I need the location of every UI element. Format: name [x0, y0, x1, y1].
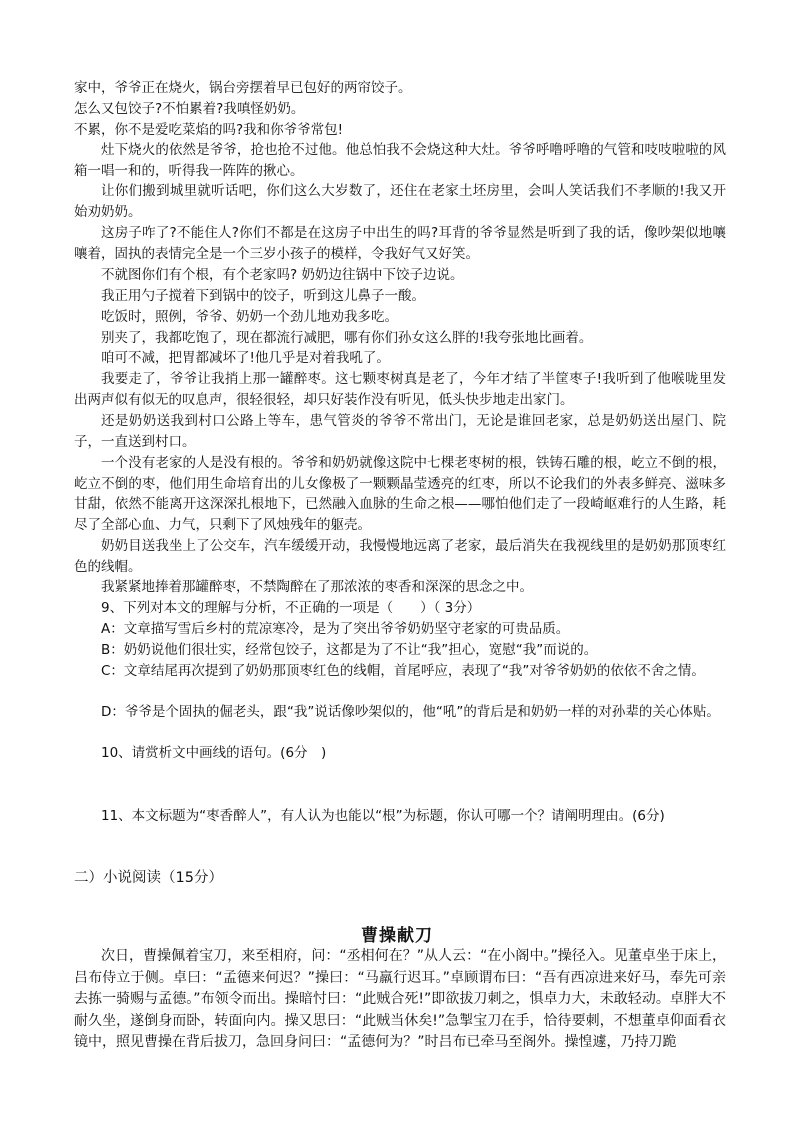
question-9-option-b: B：奶奶说他们很壮实，经常包饺子，这都是为了不让“我”担心，宽慰“我”而说的。 [101, 642, 598, 658]
story-paragraph: 咱可不减，把胃都减坏了!他几乎是对着我吼了。 [101, 350, 390, 366]
question-9-option-d: D：爷爷是个固执的倔老头，跟“我”说话像吵架似的，他“吼”的背后是和奶奶一样的对孙辈的关心体贴。 [101, 704, 720, 720]
story-paragraph: 不累，你不是爱吃菜焰的吗?我和你爷爷常包! [74, 122, 344, 138]
question-9-option-c: C：文章结尾再次提到了奶奶那顶枣红色的线帽，首尾呼应，表现了“我”对爷爷奶奶的依依不舍之情。 [101, 663, 705, 679]
story-paragraph: 吃饭时，照例，爷爷、奶奶一个劲儿地劝我多吃。 [101, 309, 398, 325]
section-heading: 二）小说阅读（15分） [74, 870, 223, 886]
question-9-option-a: A：文章描写雪后乡村的荒凉寒冷，是为了突出爷爷奶奶坚守老家的可贵品质。 [101, 621, 570, 637]
novel-paragraph: 次日，曹操佩着宝刀，来至相府，问：“丞相何在？”从人云：“在小阁中。”操径入。见董卓坐于床上，吕布侍立于侧。卓曰：“孟德来何迟？”操曰：“马羸行迟耳。”卓顾谓布曰：“吾有西凉进来好马，奉先可亲去拣一骑赐与孟德。”布领令而出。操暗忖曰：“此贼合死!”即欲拔刀刺之，惧卓力大，未敢轻动。卓胖大不耐久坐，遂倒身而卧，转面向内。操又思曰：“此贼当休矣!”急掣宝刀在手，恰待要刺，不想董卓仰面看衣镜中，照见曹操在背后拔刀，急回身问曰：“孟德何为？”时吕布已牵马至阁外。操惶遽，乃持刀跪 [74, 948, 726, 1050]
story-paragraph: 家中，爷爷正在烧火，锅台旁摆着早已包好的两帘饺子。 [74, 80, 412, 96]
story-paragraph: 怎么又包饺子?不怕累着?我嗔怪奶奶。 [74, 101, 305, 117]
question-10: 10、请赏析文中画线的语句。(6分 ) [101, 745, 327, 761]
story-title: 曹操献刀 [361, 926, 433, 946]
story-paragraph: 还是奶奶送我到村口公路上等车，患气管炎的爷爷不常出门，无论是谁回老家，总是奶奶送出屋门、院子，一直送到村口。 [74, 413, 726, 450]
story-paragraph: 奶奶目送我坐上了公交车，汽车缓缓开动，我慢慢地远离了老家，最后消失在我视线里的是奶奶那顶枣红色的线帽。 [74, 538, 726, 575]
question-11: 11、本文标题为“枣香醉人”，有人认为也能以“根”为标题，你认可哪一个？请阐明理由。(6分) [101, 808, 665, 824]
story-paragraph: 我要走了，爷爷让我捎上那一罐醉枣。这七颗枣树真是老了，今年才结了半筐枣子!我听到了他喉咙里发出两声似有似无的叹息声，很轻很轻，却只好装作没有听见，低头快步地走出家门。 [74, 371, 726, 408]
story-paragraph: 我正用勺子搅着下到锅中的饺子，听到这儿鼻子一酸。 [101, 288, 425, 304]
story-paragraph: 灶下烧火的依然是爷爷，抢也抢不过他。他总怕我不会烧这种大灶。爷爷呼噜呼噜的气管和吱吱啦啦的风箱一唱一和的，听得我一阵阵的揪心。 [74, 142, 726, 179]
story-paragraph: 不就图你们有个根，有个老家吗? 奶奶边往锅中下饺子边说。 [101, 267, 464, 283]
story-paragraph: 别夹了，我都吃饱了，现在都流行减肥，哪有你们孙女这么胖的!我夸张地比画着。 [101, 330, 593, 346]
story-paragraph: 一个没有老家的人是没有根的。爷爷和奶奶就像这院中七棵老枣树的根，铁铸石雕的根，屹立不倒的根，屹立不倒的枣，他们用生命培育出的儿女像极了一颗颗晶莹透亮的红枣，所以不论我们的外表多鲜亮、滋味多甘甜，依然不能离开这深深扎根地下，已然融入血脉的生命之根——哪怕他们走了一段崎岖难行的人生路，耗尽了全部心血、力气，只剩下了风烛残年的躯壳。 [74, 455, 726, 533]
story-paragraph: 让你们搬到城里就听话吧，你们这么大岁数了，还住在老家土坯房里，会叫人笑话我们不孝顺的!我又开始劝奶奶。 [74, 183, 726, 220]
story-paragraph: 这房子咋了?不能住人?你们不都是在这房子中出生的吗?耳背的爷爷显然是听到了我的话，像吵架似地嚷嚷着，固执的表情完全是一个三岁小孩子的模样，令我好气又好笑。 [74, 225, 726, 262]
question-9-stem: 9、下列对本文的理解与分析，不正确的一项是（ ）（ 3分） [101, 600, 481, 616]
story-paragraph: 我紧紧地捧着那罐醉枣，不禁陶醉在了那浓浓的枣香和深深的思念之中。 [101, 579, 533, 595]
